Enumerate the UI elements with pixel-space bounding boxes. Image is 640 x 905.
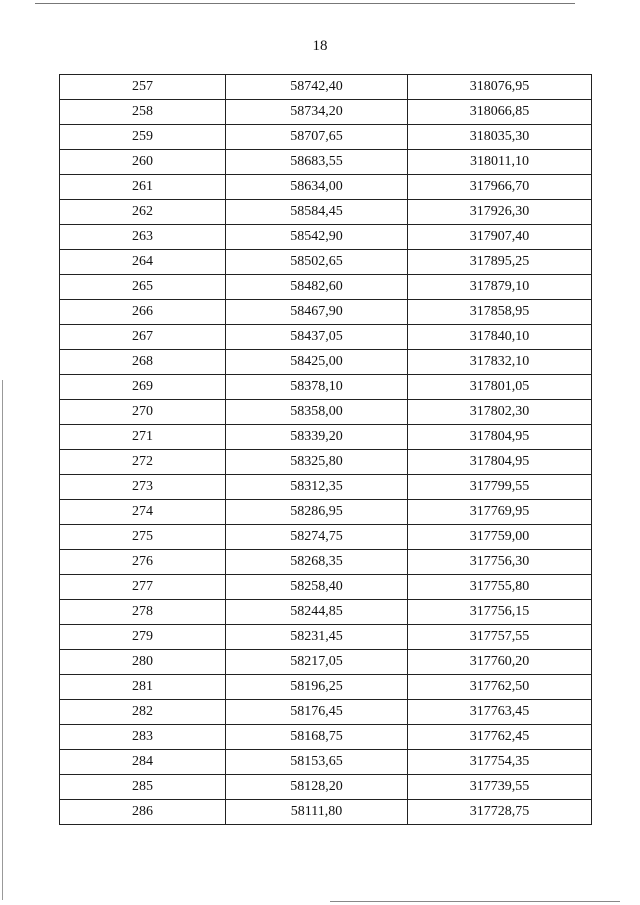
point-number-cell: 284	[60, 750, 226, 775]
coordinate-x-cell: 58168,75	[226, 725, 408, 750]
table-row	[60, 600, 592, 625]
point-number-cell: 279	[60, 625, 226, 650]
coordinate-y-cell: 317804,95	[408, 425, 592, 450]
coordinate-x-cell: 58312,35	[226, 475, 408, 500]
table-row	[60, 150, 592, 175]
table-row	[60, 125, 592, 150]
coordinate-y-cell: 318035,30	[408, 125, 592, 150]
point-number-cell: 262	[60, 200, 226, 225]
table-row	[60, 225, 592, 250]
point-number-cell: 267	[60, 325, 226, 350]
coordinate-y-cell: 317832,10	[408, 350, 592, 375]
coordinate-y-cell: 317879,10	[408, 275, 592, 300]
table-row	[60, 475, 592, 500]
point-number-cell: 261	[60, 175, 226, 200]
table-row	[60, 550, 592, 575]
coordinate-x-cell: 58217,05	[226, 650, 408, 675]
coordinate-y-cell: 318076,95	[408, 75, 592, 100]
table-row	[60, 575, 592, 600]
coordinate-x-cell: 58437,05	[226, 325, 408, 350]
coordinate-y-cell: 318066,85	[408, 100, 592, 125]
table-row	[60, 650, 592, 675]
coordinate-x-cell: 58153,65	[226, 750, 408, 775]
coordinate-x-cell: 58128,20	[226, 775, 408, 800]
coordinate-y-cell: 318011,10	[408, 150, 592, 175]
table-row	[60, 175, 592, 200]
point-number-cell: 257	[60, 75, 226, 100]
coordinate-y-cell: 317802,30	[408, 400, 592, 425]
scan-edge-left	[2, 380, 3, 900]
point-number-cell: 278	[60, 600, 226, 625]
coordinates-table-body	[60, 75, 592, 825]
coordinate-x-cell: 58258,40	[226, 575, 408, 600]
coordinate-y-cell: 317858,95	[408, 300, 592, 325]
point-number-cell: 276	[60, 550, 226, 575]
table-row	[60, 725, 592, 750]
table-row	[60, 400, 592, 425]
table-row	[60, 775, 592, 800]
point-number-cell: 263	[60, 225, 226, 250]
scan-edge-top	[35, 3, 575, 4]
point-number-cell: 271	[60, 425, 226, 450]
coordinate-x-cell: 58196,25	[226, 675, 408, 700]
point-number-cell: 272	[60, 450, 226, 475]
table-row	[60, 675, 592, 700]
point-number-cell: 258	[60, 100, 226, 125]
coordinate-x-cell: 58482,60	[226, 275, 408, 300]
table-row	[60, 425, 592, 450]
point-number-cell: 274	[60, 500, 226, 525]
coordinate-x-cell: 58339,20	[226, 425, 408, 450]
point-number-cell: 285	[60, 775, 226, 800]
coordinate-x-cell: 58742,40	[226, 75, 408, 100]
table-row	[60, 800, 592, 825]
point-number-cell: 282	[60, 700, 226, 725]
page-number: 18	[312, 38, 328, 54]
point-number-cell: 265	[60, 275, 226, 300]
point-number-cell: 269	[60, 375, 226, 400]
coordinate-x-cell: 58231,45	[226, 625, 408, 650]
coordinate-y-cell: 317926,30	[408, 200, 592, 225]
point-number-cell: 283	[60, 725, 226, 750]
point-number-cell: 275	[60, 525, 226, 550]
coordinate-y-cell: 317799,55	[408, 475, 592, 500]
coordinate-x-cell: 58542,90	[226, 225, 408, 250]
coordinate-x-cell: 58584,45	[226, 200, 408, 225]
coordinate-y-cell: 317756,15	[408, 600, 592, 625]
coordinate-y-cell: 317907,40	[408, 225, 592, 250]
point-number-cell: 281	[60, 675, 226, 700]
coordinate-y-cell: 317739,55	[408, 775, 592, 800]
coordinate-x-cell: 58734,20	[226, 100, 408, 125]
table-row	[60, 100, 592, 125]
table-row	[60, 75, 592, 100]
coordinate-y-cell: 317754,35	[408, 750, 592, 775]
point-number-cell: 277	[60, 575, 226, 600]
table-row	[60, 300, 592, 325]
point-number-cell: 280	[60, 650, 226, 675]
coordinate-x-cell: 58111,80	[226, 800, 408, 825]
table-row	[60, 350, 592, 375]
coordinate-y-cell: 317757,55	[408, 625, 592, 650]
coordinate-y-cell: 317769,95	[408, 500, 592, 525]
coordinate-x-cell: 58358,00	[226, 400, 408, 425]
point-number-cell: 270	[60, 400, 226, 425]
coordinate-x-cell: 58502,65	[226, 250, 408, 275]
coordinate-y-cell: 317966,70	[408, 175, 592, 200]
coordinate-x-cell: 58286,95	[226, 500, 408, 525]
coordinate-x-cell: 58707,65	[226, 125, 408, 150]
point-number-cell: 259	[60, 125, 226, 150]
coordinate-y-cell: 317762,45	[408, 725, 592, 750]
table-row	[60, 625, 592, 650]
table-row	[60, 500, 592, 525]
coordinate-y-cell: 317760,20	[408, 650, 592, 675]
point-number-cell: 268	[60, 350, 226, 375]
coordinate-x-cell: 58325,80	[226, 450, 408, 475]
coordinate-y-cell: 317895,25	[408, 250, 592, 275]
point-number-cell: 273	[60, 475, 226, 500]
coordinate-x-cell: 58634,00	[226, 175, 408, 200]
coordinate-x-cell: 58683,55	[226, 150, 408, 175]
coordinate-y-cell: 317804,95	[408, 450, 592, 475]
coordinate-x-cell: 58176,45	[226, 700, 408, 725]
point-number-cell: 264	[60, 250, 226, 275]
coordinate-x-cell: 58425,00	[226, 350, 408, 375]
coordinate-x-cell: 58244,85	[226, 600, 408, 625]
table-row	[60, 525, 592, 550]
coordinate-y-cell: 317801,05	[408, 375, 592, 400]
scan-edge-bottom	[330, 901, 620, 902]
coordinate-y-cell: 317763,45	[408, 700, 592, 725]
coordinates-table	[59, 74, 592, 825]
coordinate-y-cell: 317728,75	[408, 800, 592, 825]
table-row	[60, 200, 592, 225]
table-row	[60, 450, 592, 475]
table-row	[60, 700, 592, 725]
coordinate-y-cell: 317759,00	[408, 525, 592, 550]
table-row	[60, 250, 592, 275]
table-row	[60, 750, 592, 775]
coordinate-x-cell: 58268,35	[226, 550, 408, 575]
coordinate-x-cell: 58274,75	[226, 525, 408, 550]
coordinate-y-cell: 317840,10	[408, 325, 592, 350]
table-row	[60, 375, 592, 400]
table-row	[60, 325, 592, 350]
coordinate-y-cell: 317755,80	[408, 575, 592, 600]
coordinate-x-cell: 58467,90	[226, 300, 408, 325]
point-number-cell: 286	[60, 800, 226, 825]
coordinate-y-cell: 317762,50	[408, 675, 592, 700]
table-row	[60, 275, 592, 300]
point-number-cell: 266	[60, 300, 226, 325]
coordinate-y-cell: 317756,30	[408, 550, 592, 575]
point-number-cell: 260	[60, 150, 226, 175]
coordinate-x-cell: 58378,10	[226, 375, 408, 400]
